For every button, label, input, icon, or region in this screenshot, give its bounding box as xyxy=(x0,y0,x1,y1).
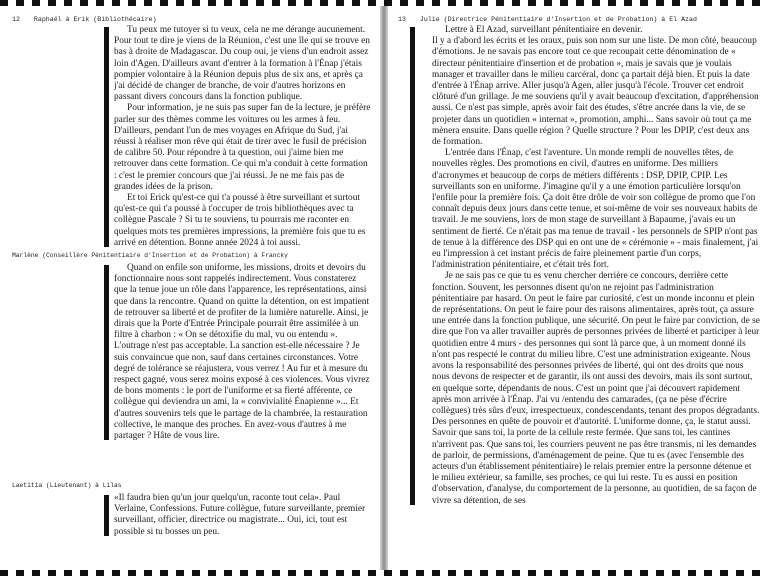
paragraph: Je ne sais pas ce que tu es venu chercher derrière ce concours, derrière cette fonction. Souvent, les personnes disent qu'on ne rejoint pas l'administration pénitentiaire par hasard. On peut le faire par curiosité, c'est un monde inconnu et plein de représentations. On peut le faire pour des raisons alimentaires, après tout, ça assure une entrée dans la fonction publique, une sécurité. On peut le faire par conviction, de se dire que l'on va aller travailler auprès de personnes privées de liberté et participer à leur quotidien entre 4 murs - des personnes qui sont là parce que, à un moment donné ils n'ont pas respecté le contrat du milieu libre. C'est une administration exigeante. Nous avons la responsabilité des personnes privées de liberté, qui ont des droits que nous nous devons de respecter et de garantir, ils ont aussi des devoirs, mais ils sont surtout, en quelque sorte, dépendants de nous. C'est un point que j'ai découvert rapidement après mon arrivée à l'Énap. J'ai vu /entendu des camarades, (ça ne pèse d'écrire collègues) très sûrs d'eux, irrespectueux, condescendants, tenant des propos dégradants. Des personnes en quête de pouvoir et d'autorité. L'uniforme donne, ça, le statut aussi. Savoir que sans toi, la porte de la cellule reste fermée. Que sans toi, les cantines n'arrivent pas. Que sans toi, les courriers peuvent ne pas être transmis, ni les demandes de parloir, de permissions, d'aménagement de peine. Que tu es (avec l'ensemble des acteurs d'un établissement pénitentiaire) le relais premier entre la personne détenue et le milieu extérieur, sa famille, ses proches, ce qui lui reste. Tu es aussi en position d'observation, d'analyse, du comportement de la personne, au quotidien, de sa façon de vivre sa détention, de ses xyxy=(432,271,760,506)
right-page xyxy=(388,6,768,570)
margin-bar xyxy=(104,495,109,536)
paragraph: Quand on enfile son uniforme, les missions, droits et devoirs du fonctionnaire nous sont rappelés indirectement. Vous constaterez que la tenue joue un rôle dans l'apparence, les représentations, ainsi que dans la rencontre. Quand on quitte la détention, on est impatient de retrouver sa liberté et de profiter de la lumière naturelle. Ainsi, je dirais que la Porte d'Entrée Principale pourrait être assimilée à un filtre à charbon : « On se détoxifie du mal, vu ou entendu ». L'outrage n'est pas acceptable. La sanction est-elle nécessaire ? Je suis convaincue que non, sauf dans certaines circonstances. Votre degré de tolérance se réajustera, vous verrez ! Au fur et à mesure du respect gagné, vous serez moins exposé à ces violences. Vous vivrez de bons moments : le port de l'uniforme et sa fierté afférente, ce collègue qui deviendra un ami, la « convivialité Énapienne »... Et d'autres souvenirs tels que le partage de la chambrée, la restauration collective, le manque des proches. En avez-vous d'autres à me partager ? Hâte de vous lire. xyxy=(114,263,370,442)
letter-raphael-to-erik xyxy=(12,25,372,249)
right-running-head xyxy=(398,16,697,24)
paragraph: Il y a d'abord les écrits et les oraux, puis son nom sur une liste. De mon côté, beaucoup d'émotions. Je ne savais pas encore tout ce que recoupait cette dénomination de « directeur pénitentiaire d'insertion et de probation », mais je savais que je voulais manager et travailler dans le milieu carcéral, donc ça partait déjà bien. Et puis la date d'entrée à l'Énap arrive. Aller jusqu'à Agen, aller jusqu'à l'école. Trouver cet endroit clôturé d'un grillage. Je me souviens qu'il y avait beaucoup d'excitation, d'appréhension aussi. Ce n'est pas simple, après avoir fait des études, s'être ancrée dans la vie, de se projeter dans un quotidien « internat », promotion, amphi... Sans savoir où tout ça me mènera ensuite. Dans quelle région ? Quelle structure ? Pour les DPIP, c'est deux ans de formation. xyxy=(432,36,759,148)
letter-julie-to-el-azad xyxy=(410,25,760,507)
paragraph: Lettre à El Azad, surveillant pénitentiaire en devenir. xyxy=(445,25,643,35)
paragraph: Et toi Erick qu'est-ce qui t'a poussé à être surveillant et surtout qu'est-ce qui t'a poussé à t'occuper de trois bibliothèques avec ta collègue Pascale ? Si tu te souviens, tu pourrais me raconter en quelques mots tes premières impressions, la première fois que tu es arrivé en détention. Bonne année 2024 à toi aussi. xyxy=(114,193,366,248)
book-gutter xyxy=(380,6,388,570)
paragraph: «Il faudra bien qu'un jour quelqu'un, raconte tout cela». Paul Verlaine, Confessions. Future collègue, future surveillante, premier surveillant, officier, directrice ou magistrate... Oui, ici, tout est possible si tu bosses un peu. xyxy=(114,493,366,537)
letter-body xyxy=(410,25,760,507)
letter-body xyxy=(12,263,372,442)
margin-bar xyxy=(104,27,109,247)
paragraph: Tu peux me tutoyer si tu veux, cela ne me dérange aucunement. Pour tout te dire je viens de la Réunion, c'est une île qui se trouve en bas à droite de Madagascar. Du coup oui, je viens d'un endroit assez loin d'Agen. D'ailleurs avant d'entrer à la formation à l'Énap j'étais pompier volontaire à la Réunion depuis plus de six ans, et après ça j'ai décidé de changer de branche, de voir d'autres horizons en passant divers concours dans la fonction publique. xyxy=(114,25,370,103)
right-page-number: 13 xyxy=(398,16,406,23)
bottom-edge-marks xyxy=(0,570,768,576)
letter-body xyxy=(12,493,372,538)
right-running-head-title: Julie (Directrice Pénitentiaire d'Insertion et de Probation) à El Azad xyxy=(419,16,697,23)
left-page-number: 12 xyxy=(12,16,20,23)
left-running-head-title: Raphaël à Erik (Bibliothécaire) xyxy=(33,16,157,23)
letter-body xyxy=(12,25,372,249)
letter-laetitia-to-lilas xyxy=(12,482,372,538)
margin-bar xyxy=(104,265,109,440)
letter-sender-tag: Laetitia (Lieutenant) à Lilas xyxy=(12,482,122,489)
left-running-head xyxy=(12,16,157,24)
letter-marlene-to-francky xyxy=(12,252,372,442)
paragraph: Pour information, je ne suis pas super fan de la lecture, je préfère parler sur des thèmes comme les voitures ou les armes à feu. D'ailleurs, pendant l'un de mes voyages en Afrique du Sud, j'ai réussi à réaliser mon rêve qui était de tirer avec le fusil de précision de calibre 50. Pour répondre à ta question, oui j'aime bien me retrouver dans cette formation. Ce qui m'a conduit à cette formation : c'est le premier concours que j'ai réussi. Je ne me fais pas de grandes idées de la prison. xyxy=(114,103,371,192)
letter-sender-tag: Marlène (Conseillère Pénitentiaire d'Insertion et de Probation) à Francky xyxy=(12,252,288,259)
paragraph: L'entrée dans l'Énap, c'est l'aventure. Un monde rempli de nouvelles têtes, de nouvelles règles. Des promotions en civil, d'autres en uniforme. Des milliers d'acronymes et beaucoup de corps de métiers différents : DSP, DPIP, CPIP. Les surveillants son en uniforme. J'imagine qu'il y a une émotion particulière lorsqu'on l'enfile pour la première fois. Ça doit être drôle de voir son collègue de promo que l'on connaît depuis deux jours dans cette tenue, et soi-même de voir ses nouveaux habits de travail. Je me souviens, lors de mon stage de surveillant à Bapaume, j'avais eu un sentiment de fierté. Ce n'était pas ma tenue de travail - les personnels de SPIP n'ont pas de tenue à la différence des DSP qui en ont une de « cérémonie » - mais finalement, j'ai eu l'impression à cet instant précis de faire pleinement partie d'un corps, l'administration pénitentiaire, et c'était très fort. xyxy=(432,148,759,271)
margin-bar xyxy=(410,27,415,505)
left-page xyxy=(0,6,380,570)
